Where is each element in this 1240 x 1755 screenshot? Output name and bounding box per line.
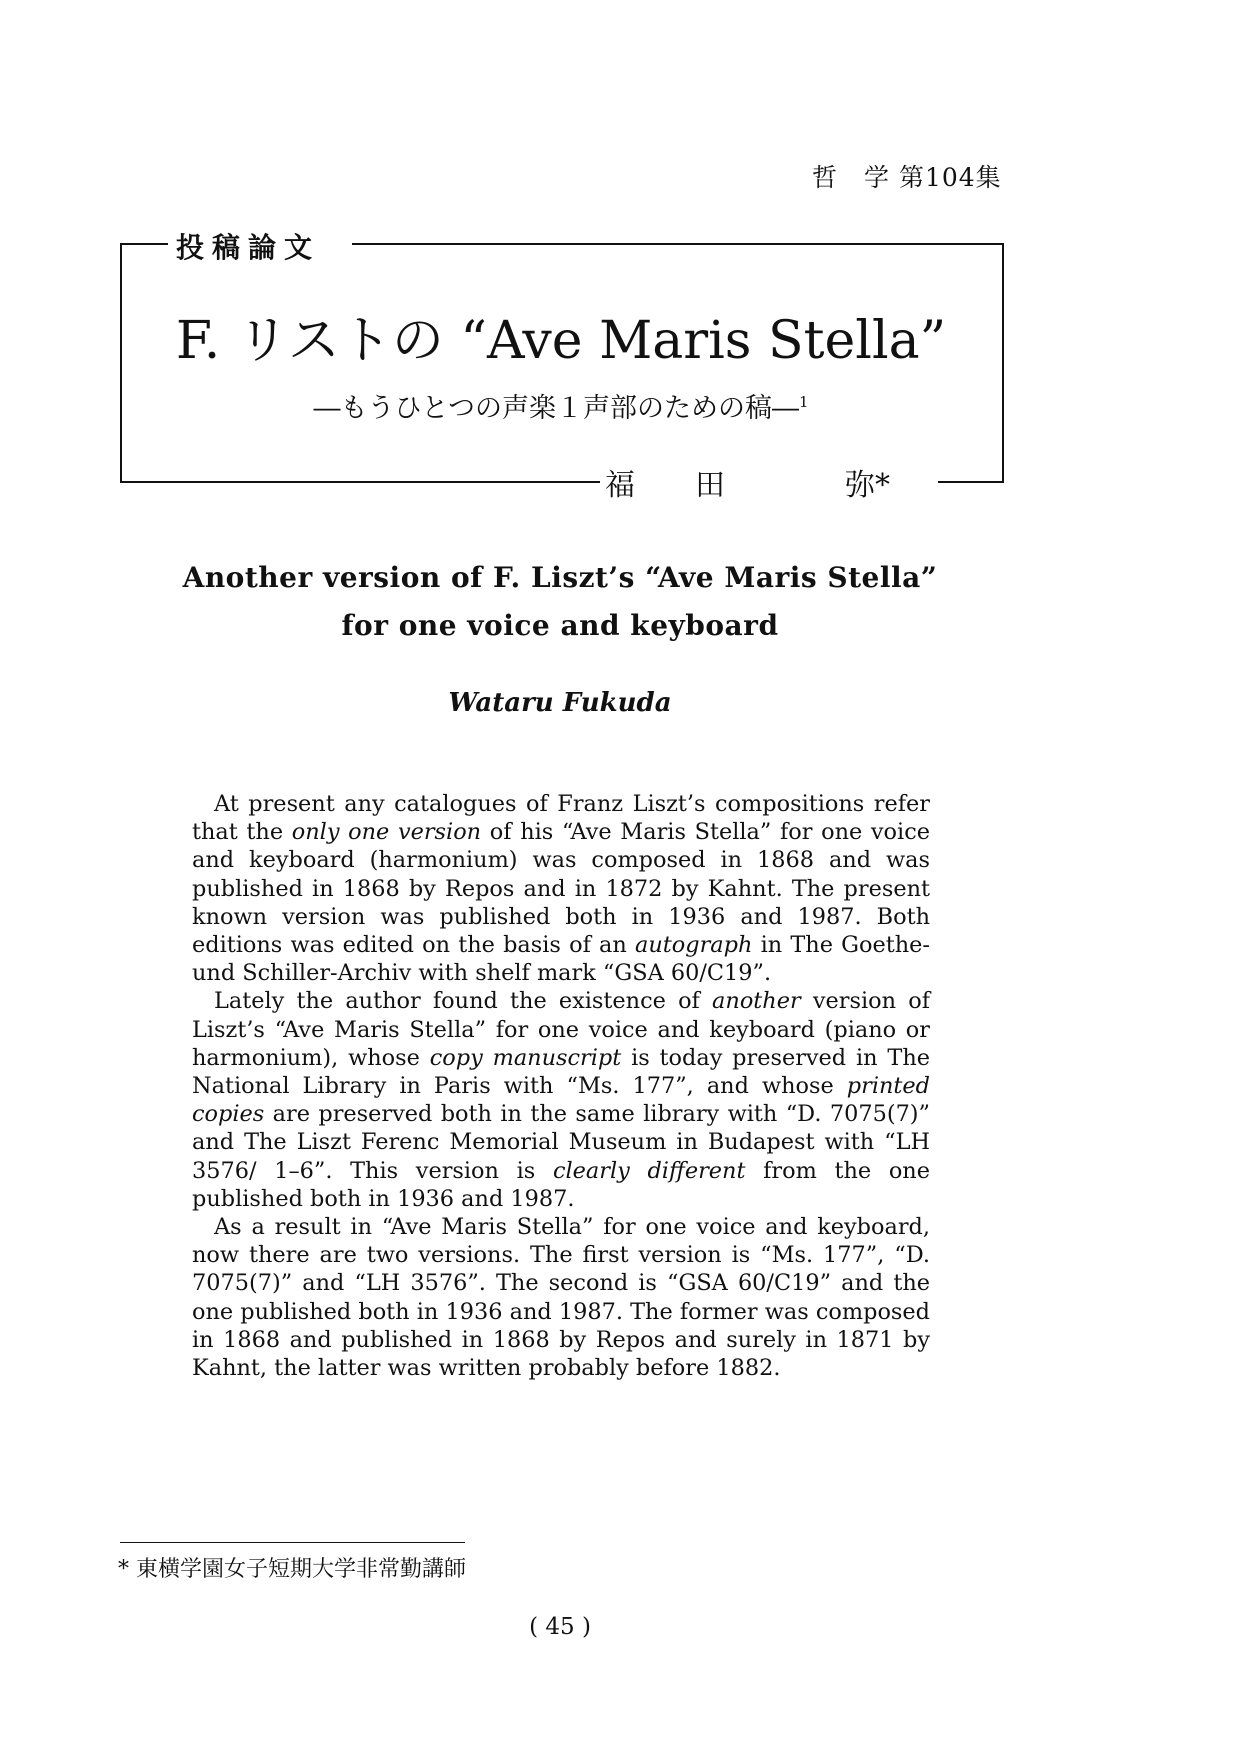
japanese-author: 福 田 弥* <box>605 468 890 503</box>
title-frame-top-right <box>352 243 1004 245</box>
emphasis-another: another <box>712 988 801 1015</box>
article-category: 投稿論文 <box>176 231 321 264</box>
subtitle-note-marker: 1 <box>798 393 809 411</box>
english-title <box>120 554 1000 650</box>
abstract-paragraph-1: At present any catalogues of Franz Liszt’s compositions refer that the only one version of his “Ave Maris Stella” for one voice and keyboard (harmonium) was composed in 1868 and was published in 1868 by Repos and in 1872 by Kahnt. The present known version was published both in 1936 and 1987. Both editions was edited on the basis of an autograph in The Goethe-und Schiller-Archiv with shelf mark “GSA 60/C19”. <box>192 791 930 987</box>
page-number: ( 45 ) <box>529 1614 591 1640</box>
emphasis-only-one-version: only one version <box>291 819 482 846</box>
emphasis-autograph: autograph <box>635 932 753 959</box>
title-frame-top-left <box>120 243 168 245</box>
title-frame-bottom-left <box>120 481 600 483</box>
title-frame-right <box>1002 243 1004 483</box>
emphasis-copy-manuscript: copy manuscript <box>429 1044 622 1071</box>
english-title-line-1: Another version of F. Liszt’s “Ave Maris Stella” <box>182 561 938 594</box>
english-title-line-2: for one voice and keyboard <box>341 609 779 642</box>
japanese-subtitle <box>120 386 1002 425</box>
abstract <box>192 790 930 1382</box>
english-author: Wataru Fukuda <box>448 688 672 718</box>
abstract-paragraph-2: Lately the author found the existence of another version of Liszt’s “Ave Maris Stella” for one voice and keyboard (piano or harmonium), whose copy manuscript is today preserved in The National Library in Paris with “Ms. 177”, and whose printed copies are preserved both in the same library with “D. 7075(7)” and The Liszt Ferenc Memorial Museum in Budapest with “LH 3576/ 1–6”. This version is clearly different from the one published both in 1936 and 1987. <box>192 988 930 1212</box>
journal-header: 哲 学 第104集 <box>812 163 1002 192</box>
emphasis-clearly-different: clearly different <box>552 1157 746 1184</box>
abstract-paragraph-3: As a result in “Ave Maris Stella” for one voice and keyboard, now there are two versions. The first version is “Ms. 177”, “D. 7075(7)” and “LH 3576”. The second is “GSA 60/C19” and the one published both in 1936 and 1987. The former was composed in 1868 and published in 1868 by Repos and surely in 1871 by Kahnt, the latter was written probably before 1882. <box>192 1214 930 1382</box>
footnote: * 東横学園女子短期大学非常勤講師 <box>118 1557 466 1582</box>
title-frame-bottom-right <box>938 481 1004 483</box>
japanese-title: F. リストの “Ave Maris Stella” <box>175 311 947 371</box>
emphasis-printed-copies: printed copies <box>192 1073 930 1128</box>
footnote-rule <box>120 1542 465 1543</box>
japanese-subtitle-text: ―もうひとつの声楽１声部のための稿― <box>313 393 799 424</box>
